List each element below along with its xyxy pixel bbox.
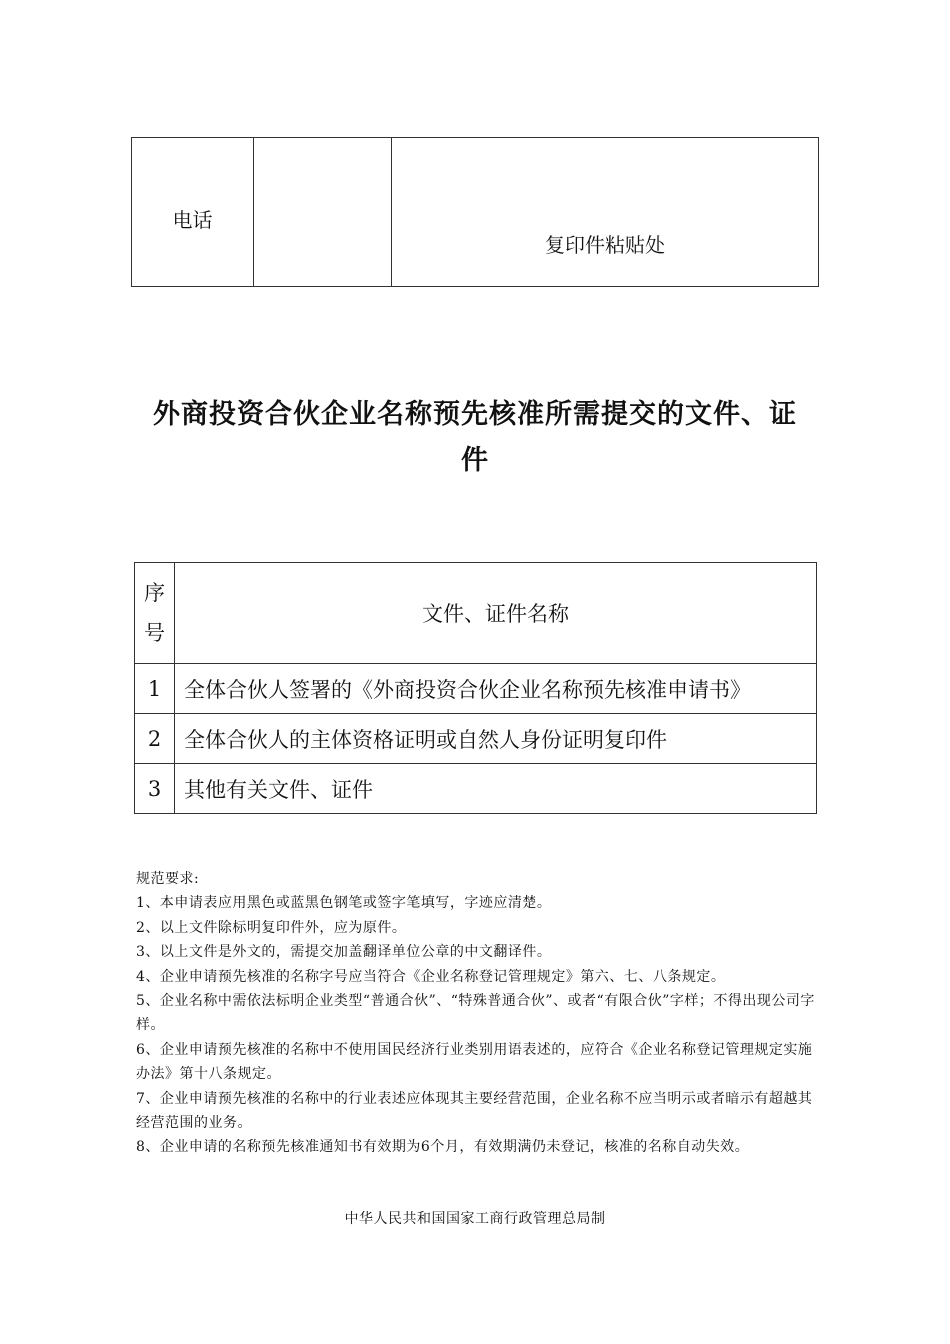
row-document-name: 全体合伙人的主体资格证明或自然人身份证明复印件 xyxy=(175,714,817,764)
header-document-name: 文件、证件名称 xyxy=(175,563,817,664)
document-title: 外商投资合伙企业名称预先核准所需提交的文件、证件 xyxy=(153,399,797,476)
row-number: 1 xyxy=(135,664,175,714)
documents-table xyxy=(134,562,817,814)
row-document-name: 全体合伙人签署的《外商投资合伙企业名称预先核准申请书》 xyxy=(175,664,817,714)
requirement-item: 5、企业名称中需依法标明企业类型“普通合伙”、“特殊普通合伙”、或者“有限合伙”字样；不得出现公司字样。 xyxy=(136,993,815,1034)
phone-value-field[interactable] xyxy=(254,138,392,287)
header-serial-line2: 号 xyxy=(144,621,165,645)
row-document-name: 其他有关文件、证件 xyxy=(175,764,817,814)
requirement-item: 2、以上文件除标明复印件外，应为原件。 xyxy=(136,919,407,936)
table-row xyxy=(135,714,817,764)
requirement-item: 8、企业申请的名称预先核准通知书有效期为6个月，有效期满仍未登记，核准的名称自动失效。 xyxy=(136,1139,750,1156)
requirement-item: 4、企业申请预先核准的名称字号应当符合《企业名称登记管理规定》第六、七、八条规定。 xyxy=(136,968,726,985)
copy-paste-area: 复印件粘贴处 xyxy=(392,138,819,287)
contact-table xyxy=(131,137,819,287)
requirements-section xyxy=(136,867,816,1160)
table-row xyxy=(135,664,817,714)
header-serial-line1: 序 xyxy=(144,581,165,605)
requirement-item: 1、本申请表应用黑色或蓝黑色钢笔或签字笔填写，字迹应清楚。 xyxy=(136,895,552,912)
header-serial-no xyxy=(135,563,175,664)
issuing-authority-footer: 中华人民共和国国家工商行政管理总局制 xyxy=(344,1211,606,1227)
requirement-item: 7、企业申请预先核准的名称中的行业表述应体现其主要经营范围，企业名称不应当明示或者暗示有超越其经营范围的业务。 xyxy=(136,1090,813,1132)
row-number: 2 xyxy=(135,714,175,764)
phone-label: 电话 xyxy=(132,138,254,287)
requirement-item: 6、企业申请预先核准的名称中不使用国民经济行业类别用语表述的，应符合《企业名称登记管理规定实施办法》第十八条规定。 xyxy=(136,1041,813,1083)
requirement-item: 3、以上文件是外文的，需提交加盖翻译单位公章的中文翻译件。 xyxy=(136,944,552,961)
row-number: 3 xyxy=(135,764,175,814)
requirements-heading: 规范要求: xyxy=(136,871,200,887)
table-row xyxy=(135,764,817,814)
table-header-row xyxy=(135,563,817,664)
